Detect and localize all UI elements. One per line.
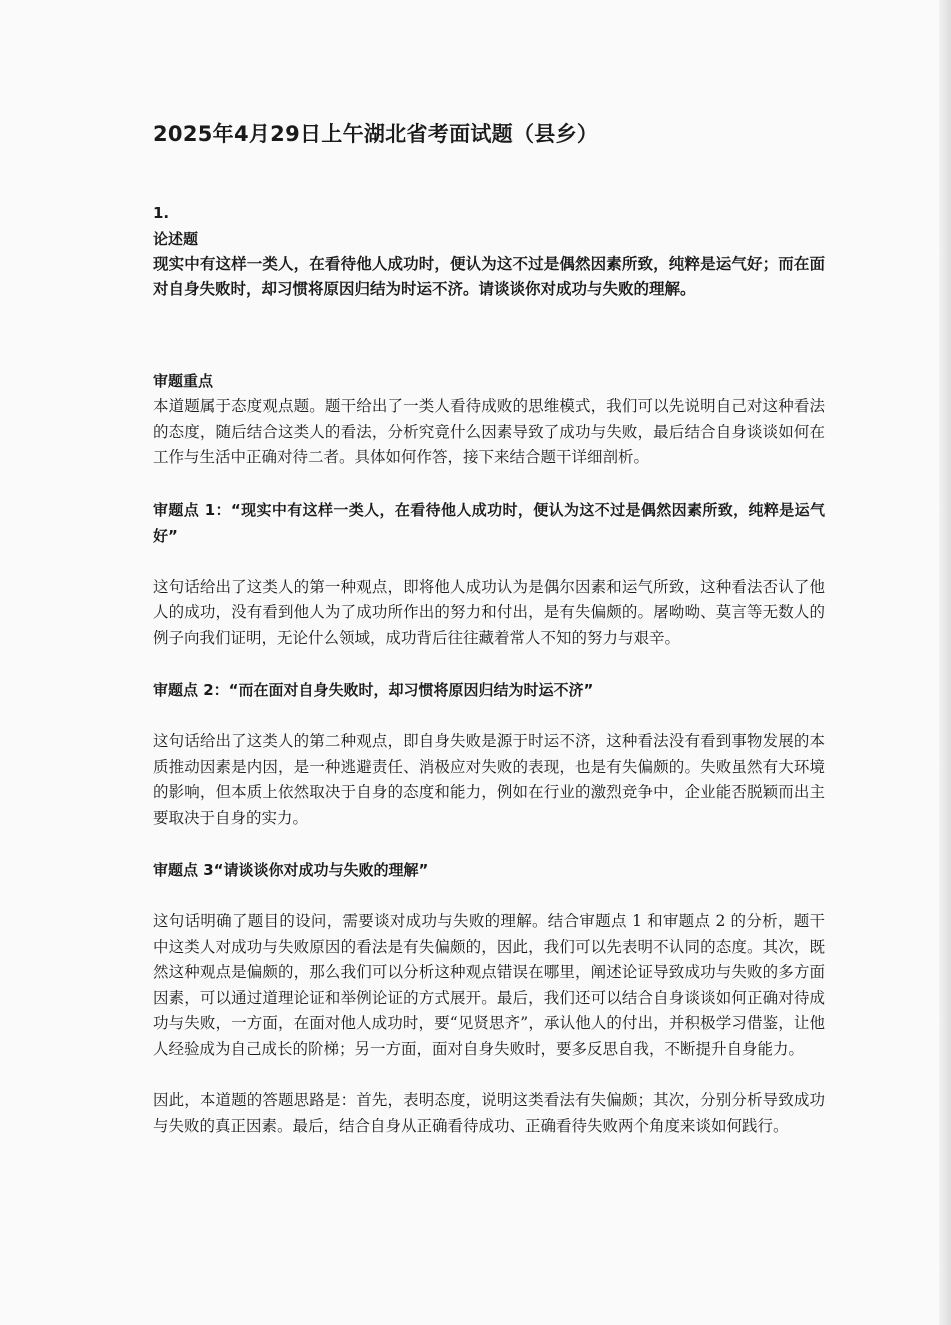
review-key-heading: 审题重点 [153, 372, 214, 390]
document-content [153, 120, 825, 1139]
review-point-2-heading: 审题点 2：“而在面对自身失败时，却习惯将原因归结为时运不济” [153, 681, 594, 699]
question-type: 论述题 [153, 230, 199, 248]
conclusion-paragraph: 因此，本道题的答题思路是：首先，表明态度，说明这类看法有失偏颇；其次，分别分析导致成功与失败的真正因素。最后，结合自身从正确看待成功、正确看待失败两个角度来谈如何践行。 [153, 1091, 825, 1135]
document-title: 2025年4月29日上午湖北省考面试题（县乡） [153, 122, 599, 146]
question-number: 1. [153, 204, 170, 222]
review-point-3-paragraph: 这句话明确了题目的设问，需要谈对成功与失败的理解。结合审题点 1 和审题点 2 的分析，题干中这类人对成功与失败原因的看法是有失偏颇的，因此，我们可以先表明不认同的态度。其次，既然这种观点是偏颇的，那么我们可以分析这种观点错误在哪里，阐述论证导致成功与失败的多方面因素，可以通过道理论证和举例论证的方式展开。最后，我们还可以结合自身谈谈如何正确对待成功与失败，一方面，在面对他人成功时，要“见贤思齐”，承认他人的付出，并积极学习借鉴，让他人经验成为自己成长的阶梯；另一方面，面对自身失败时，要多反思自我，不断提升自身能力。 [153, 912, 825, 1058]
review-point-1-heading: 审题点 1：“现实中有这样一类人，在看待他人成功时，便认为这不过是偶然因素所致，纯粹是运气好” [153, 500, 825, 545]
question-text: 现实中有这样一类人，在看待他人成功时，便认为这不过是偶然因素所致，纯粹是运气好；而在面对自身失败时，却习惯将原因归结为时运不济。请谈谈你对成功与失败的理解。 [153, 255, 825, 298]
review-key-paragraph: 本道题属于态度观点题。题干给出了一类人看待成败的思维模式，我们可以先说明自己对这种看法的态度，随后结合这类人的看法，分析究竟什么因素导致了成功与失败，最后结合自身谈谈如何在工作与生活中正确对待二者。具体如何作答，接下来结合题干详细剖析。 [153, 397, 825, 466]
review-point-2-paragraph: 这句话给出了这类人的第二种观点，即自身失败是源于时运不济，这种看法没有看到事物发展的本质推动因素是内因，是一种逃避责任、消极应对失败的表现，也是有失偏颇的。失败虽然有大环境的影响，但本质上依然取决于自身的态度和能力，例如在行业的激烈竞争中，企业能否脱颖而出主要取决于自身的实力。 [153, 732, 825, 827]
page-edge-shadow [939, 0, 951, 1325]
review-point-3-heading: 审题点 3“请谈谈你对成功与失败的理解” [153, 861, 429, 879]
review-point-1-paragraph: 这句话给出了这类人的第一种观点，即将他人成功认为是偶尔因素和运气所致，这种看法否认了他人的成功，没有看到他人为了成功所作出的努力和付出，是有失偏颇的。屠呦呦、莫言等无数人的例子向我们证明，无论什么领域，成功背后往往藏着常人不知的努力与艰辛。 [153, 577, 825, 647]
